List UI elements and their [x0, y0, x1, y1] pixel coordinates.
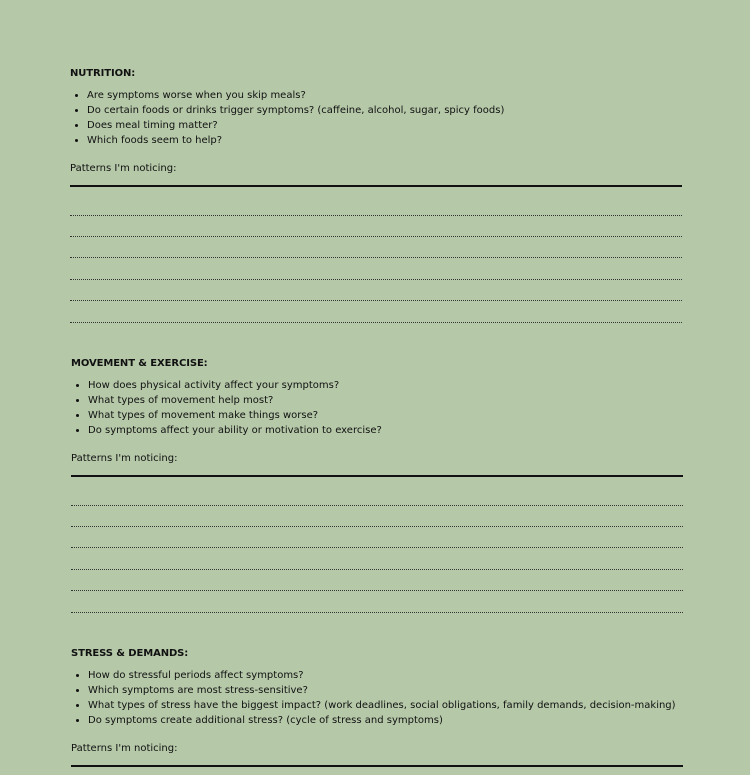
writing-line-solid[interactable]	[71, 475, 683, 477]
writing-line[interactable]	[70, 322, 682, 323]
question-list	[71, 668, 676, 728]
writing-line[interactable]	[70, 257, 682, 258]
question-item: Do symptoms affect your ability or motivation to exercise?	[71, 423, 382, 438]
patterns-label: Patterns I'm noticing:	[71, 453, 178, 464]
question-item: How do stressful periods affect symptoms?	[71, 668, 676, 683]
question-item: Does meal timing matter?	[70, 118, 504, 133]
question-item: Are symptoms worse when you skip meals?	[70, 88, 504, 103]
question-item: How does physical activity affect your symptoms?	[71, 378, 382, 393]
question-list	[71, 378, 382, 438]
writing-line[interactable]	[71, 569, 683, 570]
writing-line[interactable]	[71, 526, 683, 527]
writing-line[interactable]	[71, 547, 683, 548]
writing-line-solid[interactable]	[71, 765, 683, 767]
question-item: Do certain foods or drinks trigger symptoms? (caffeine, alcohol, sugar, spicy foods)	[70, 103, 504, 118]
section-stress-demands	[71, 648, 683, 773]
question-item: Which foods seem to help?	[70, 133, 504, 148]
writing-line-solid[interactable]	[70, 185, 682, 187]
question-item: What types of stress have the biggest impact? (work deadlines, social obligations, family demands, decision-making)	[71, 698, 676, 713]
writing-line[interactable]	[71, 612, 683, 613]
patterns-label: Patterns I'm noticing:	[71, 743, 178, 754]
question-item: Do symptoms create additional stress? (cycle of stress and symptoms)	[71, 713, 676, 728]
section-title: NUTRITION:	[70, 68, 136, 79]
writing-line[interactable]	[70, 279, 682, 280]
section-movement-exercise	[71, 358, 683, 618]
question-item: Which symptoms are most stress-sensitive?	[71, 683, 676, 698]
writing-line[interactable]	[71, 590, 683, 591]
patterns-label: Patterns I'm noticing:	[70, 163, 177, 174]
writing-line[interactable]	[70, 215, 682, 216]
question-list	[70, 88, 504, 148]
writing-line[interactable]	[71, 505, 683, 506]
writing-line[interactable]	[70, 300, 682, 301]
question-item: What types of movement help most?	[71, 393, 382, 408]
section-title: STRESS & DEMANDS:	[71, 648, 189, 659]
section-title: MOVEMENT & EXERCISE:	[71, 358, 208, 369]
section-nutrition	[70, 68, 682, 328]
writing-line[interactable]	[70, 236, 682, 237]
question-item: What types of movement make things worse?	[71, 408, 382, 423]
